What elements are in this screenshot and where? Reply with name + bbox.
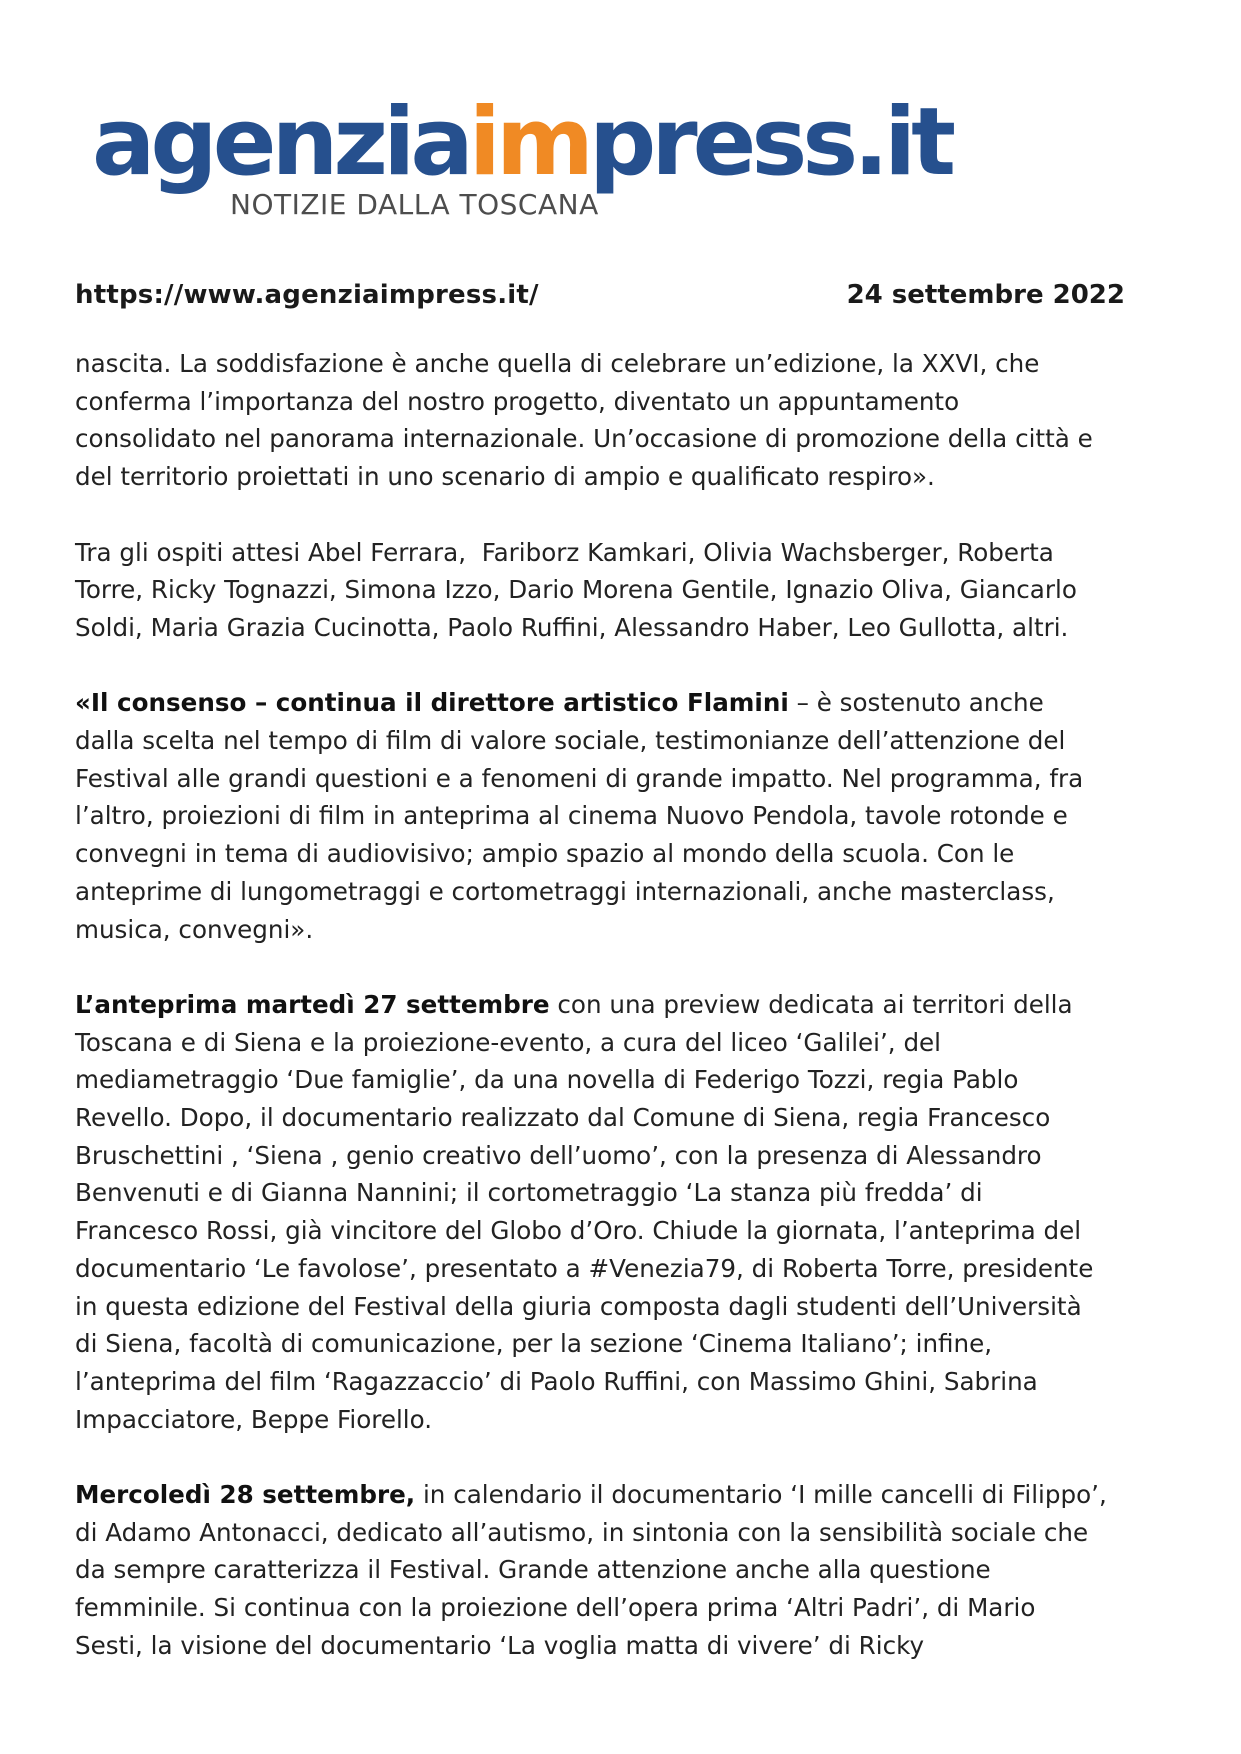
paragraph-line <box>75 1024 1165 1062</box>
line-text: femminile. Si continua con la proiezione dell’opera prima ‘Altri Padri’, di Mario <box>75 1593 1036 1623</box>
line-text: Tra gli ospiti attesi Abel Ferrara, Fariborz Kamkari, Olivia Wachsberger, Roberta <box>75 537 1054 567</box>
line-text: consolidato nel panorama internazionale. Un’occasione di promozione della città e <box>75 424 1093 454</box>
line-text: anteprime di lungometraggi e cortometraggi internazionali, anche masterclass, <box>75 876 1055 906</box>
article-body <box>75 345 1165 1702</box>
logo-wordmark <box>92 88 952 197</box>
line-text: in questa edizione del Festival della giuria composta dagli studenti dell’Università <box>75 1291 1082 1321</box>
paragraph-line <box>75 1061 1165 1099</box>
bold-lead-text: L’anteprima martedì 27 settembre <box>75 989 550 1019</box>
line-text: convegni in tema di audiovisivo; ampio spazio al mondo della scuola. Con le <box>75 839 1015 869</box>
logo-tagline: NOTIZIE DALLA TOSCANA <box>230 188 599 221</box>
paragraph-line <box>75 1551 1165 1589</box>
source-header <box>75 278 1125 312</box>
paragraph-line <box>75 1174 1165 1212</box>
paragraph-line <box>75 1476 1165 1514</box>
line-text: – è sostenuto anche <box>788 688 1044 718</box>
article-paragraph <box>75 345 1165 496</box>
line-text: di Adamo Antonacci, dedicato all’autismo, in sintonia con la sensibilità sociale che <box>75 1517 1089 1547</box>
line-text: Francesco Rossi, già vincitore del Globo d’Oro. Chiude la giornata, l’anteprima del <box>75 1216 1082 1246</box>
agenziaimpress-logo <box>92 88 1002 226</box>
paragraph-line <box>75 1137 1165 1175</box>
paragraph-line <box>75 1325 1165 1363</box>
paragraph-line <box>75 1099 1165 1137</box>
bold-lead-text: «Il consenso – continua il direttore artistico Flamini <box>75 688 789 718</box>
paragraph-line <box>75 911 1165 949</box>
paragraph-line <box>75 684 1165 722</box>
logo-text-agenzia: agenzia <box>92 88 469 197</box>
line-text: in calendario il documentario ‘I mille cancelli di Filippo’, <box>415 1480 1107 1510</box>
paragraph-line <box>75 571 1165 609</box>
logo-text-im: im <box>468 88 589 197</box>
line-text: Sesti, la visione del documentario ‘La voglia matta di vivere’ di Ricky <box>75 1630 925 1660</box>
article-paragraph <box>75 986 1165 1438</box>
line-text: dalla scelta nel tempo di film di valore sociale, testimonianze dell’attenzione del <box>75 726 1066 755</box>
article-paragraph <box>75 684 1165 948</box>
paragraph-line <box>75 1288 1165 1326</box>
paragraph-line <box>75 835 1165 873</box>
line-text: Revello. Dopo, il documentario realizzato dal Comune di Siena, regia Francesco <box>75 1103 1051 1133</box>
line-text: Benvenuti e di Gianna Nannini; il cortometraggio ‘La stanza più fredda’ di <box>75 1178 983 1208</box>
line-text: del territorio proiettati in uno scenario di ampio e qualificato respiro». <box>75 462 935 492</box>
line-text: Festival alle grandi questioni e a fenomeni di grande impatto. Nel programma, fra <box>75 763 1084 793</box>
paragraph-line <box>75 1250 1165 1288</box>
paragraph-line <box>75 1212 1165 1250</box>
line-text: documentario ‘Le favolose’, presentato a #Venezia79, di Roberta Torre, presidente <box>75 1253 1094 1283</box>
publication-date: 24 settembre 2022 <box>846 280 1125 310</box>
bold-lead-text: Mercoledì 28 settembre, <box>75 1480 416 1510</box>
line-text: Impacciatore, Beppe Fiorello. <box>75 1404 433 1434</box>
paragraph-line <box>75 1363 1165 1401</box>
paragraph-line <box>75 534 1165 572</box>
line-text: con una preview dedicata ai territori della <box>549 989 1073 1019</box>
line-text: di Siena, facoltà di comunicazione, per la sezione ‘Cinema Italiano’; infine, <box>75 1329 993 1359</box>
paragraph-line <box>75 609 1165 647</box>
paragraph-line <box>75 1589 1165 1627</box>
line-text: Bruschettini , ‘Siena , genio creativo dell’uomo’, con la presenza di Alessandro <box>75 1140 1042 1170</box>
paragraph-line <box>75 986 1165 1024</box>
line-text: l’altro, proiezioni di film in anteprima al cinema Nuovo Pendola, tavole rotonde e <box>75 801 1068 831</box>
line-text: Soldi, Maria Grazia Cucinotta, Paolo Ruffini, Alessandro Haber, Leo Gullotta, altri. <box>75 612 1069 642</box>
paragraph-line <box>75 345 1165 383</box>
line-text: da sempre caratterizza il Festival. Grande attenzione anche alla questione <box>75 1555 991 1585</box>
paragraph-line <box>75 383 1165 421</box>
paragraph-line <box>75 458 1165 496</box>
paragraph-line <box>75 797 1165 835</box>
source-url: https://www.agenziaimpress.it/ <box>75 280 539 310</box>
line-text: nascita. La soddisfazione è anche quella di celebrare un’edizione, la XXVI, che <box>75 349 1040 378</box>
line-text: Toscana e di Siena e la proiezione-evento, a cura del liceo ‘Galilei’, del <box>75 1027 942 1057</box>
paragraph-line <box>75 1401 1165 1439</box>
article-paragraph <box>75 534 1165 647</box>
line-text: musica, convegni». <box>75 914 314 944</box>
line-text: conferma l’importanza del nostro progetto, diventato un appuntamento <box>75 386 960 416</box>
article-paragraph <box>75 1476 1165 1665</box>
line-text: mediametraggio ‘Due famiglie’, da una novella di Federigo Tozzi, regia Pablo <box>75 1065 1019 1095</box>
paragraph-line <box>75 873 1165 911</box>
paragraph-line <box>75 1627 1165 1665</box>
paragraph-line <box>75 1514 1165 1552</box>
logo-text-press: press.it <box>588 88 952 197</box>
paragraph-line <box>75 760 1165 798</box>
paragraph-line <box>75 722 1165 760</box>
line-text: Torre, Ricky Tognazzi, Simona Izzo, Dario Morena Gentile, Ignazio Oliva, Giancarlo <box>75 575 1077 605</box>
line-text: l’anteprima del film ‘Ragazzaccio’ di Paolo Ruffini, con Massimo Ghini, Sabrina <box>75 1366 1038 1396</box>
paragraph-line <box>75 420 1165 458</box>
